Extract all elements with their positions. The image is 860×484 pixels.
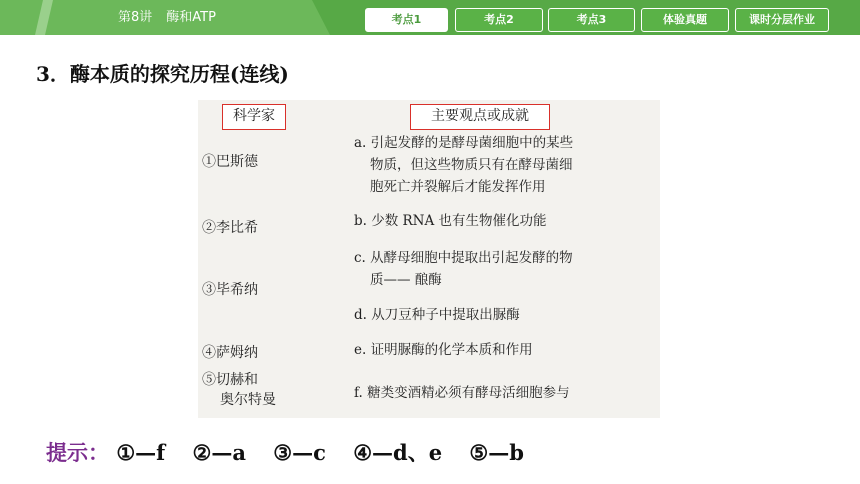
point-a-line1: a. 引起发酵的是酵母菌细胞中的某些 xyxy=(354,135,574,151)
scientist-header: 科学家 xyxy=(222,104,286,130)
point-e xyxy=(354,339,654,361)
section-title: 3．酶本质的探究历程(连线) xyxy=(36,62,289,86)
tab-kaodian-3[interactable]: 考点3 xyxy=(548,8,635,32)
hint-answer-4: ④—d、e xyxy=(353,440,443,465)
scientist-buchner: ③毕希纳 xyxy=(202,282,258,298)
hint-label: 提示： xyxy=(46,441,109,465)
point-a xyxy=(354,132,654,198)
hint-answer-5: ⑤—b xyxy=(469,440,524,465)
hint-answer-3: ③—c xyxy=(273,440,326,465)
scientist-cech-line1: ⑤切赫和 xyxy=(202,372,258,388)
scientist-cech-line2: 奥尔特曼 xyxy=(220,392,276,408)
point-d-line1: d. 从刀豆种子中提取出脲酶 xyxy=(354,307,520,323)
tab-homework[interactable]: 课时分层作业 xyxy=(735,8,829,32)
point-d xyxy=(354,304,654,326)
scientist-pasteur: ①巴斯德 xyxy=(202,154,258,170)
tab-real-exam[interactable]: 体验真题 xyxy=(641,8,729,32)
tab-kaodian-1[interactable]: 考点1 xyxy=(365,8,448,32)
tab-kaodian-2[interactable]: 考点2 xyxy=(455,8,543,32)
scientist-sumner: ④萨姆纳 xyxy=(202,345,258,361)
scientist-cech-altman xyxy=(202,370,276,410)
point-c xyxy=(354,247,654,291)
lesson-title xyxy=(118,8,216,28)
topic-label: 酶和ATP xyxy=(166,10,216,25)
hint-answer xyxy=(46,437,544,467)
point-b-line1: b. 少数 RNA 也有生物催化功能 xyxy=(354,213,547,229)
point-c-line1: c. 从酵母细胞中提取出引起发酵的物 xyxy=(354,250,573,266)
point-f xyxy=(354,382,654,404)
header-bar xyxy=(0,0,860,35)
hint-answer-2: ②—a xyxy=(192,440,246,465)
point-a-line3: 胞死亡并裂解后才能发挥作用 xyxy=(370,179,546,195)
point-b xyxy=(354,210,654,232)
point-a-line2: 物质，但这些物质只有在酵母菌细 xyxy=(370,157,573,173)
scientist-liebig: ②李比希 xyxy=(202,220,258,236)
point-e-line1: e. 证明脲酶的化学本质和作用 xyxy=(354,342,533,358)
matching-figure xyxy=(198,100,660,418)
chapter-label: 第8讲 xyxy=(118,10,153,25)
viewpoint-header: 主要观点或成就 xyxy=(410,104,550,130)
hint-answer-1: ①—f xyxy=(116,440,166,465)
point-c-line2: 质—— 酿酶 xyxy=(370,272,442,288)
point-f-line1: f. 糖类变酒精必须有酵母活细胞参与 xyxy=(354,385,570,401)
